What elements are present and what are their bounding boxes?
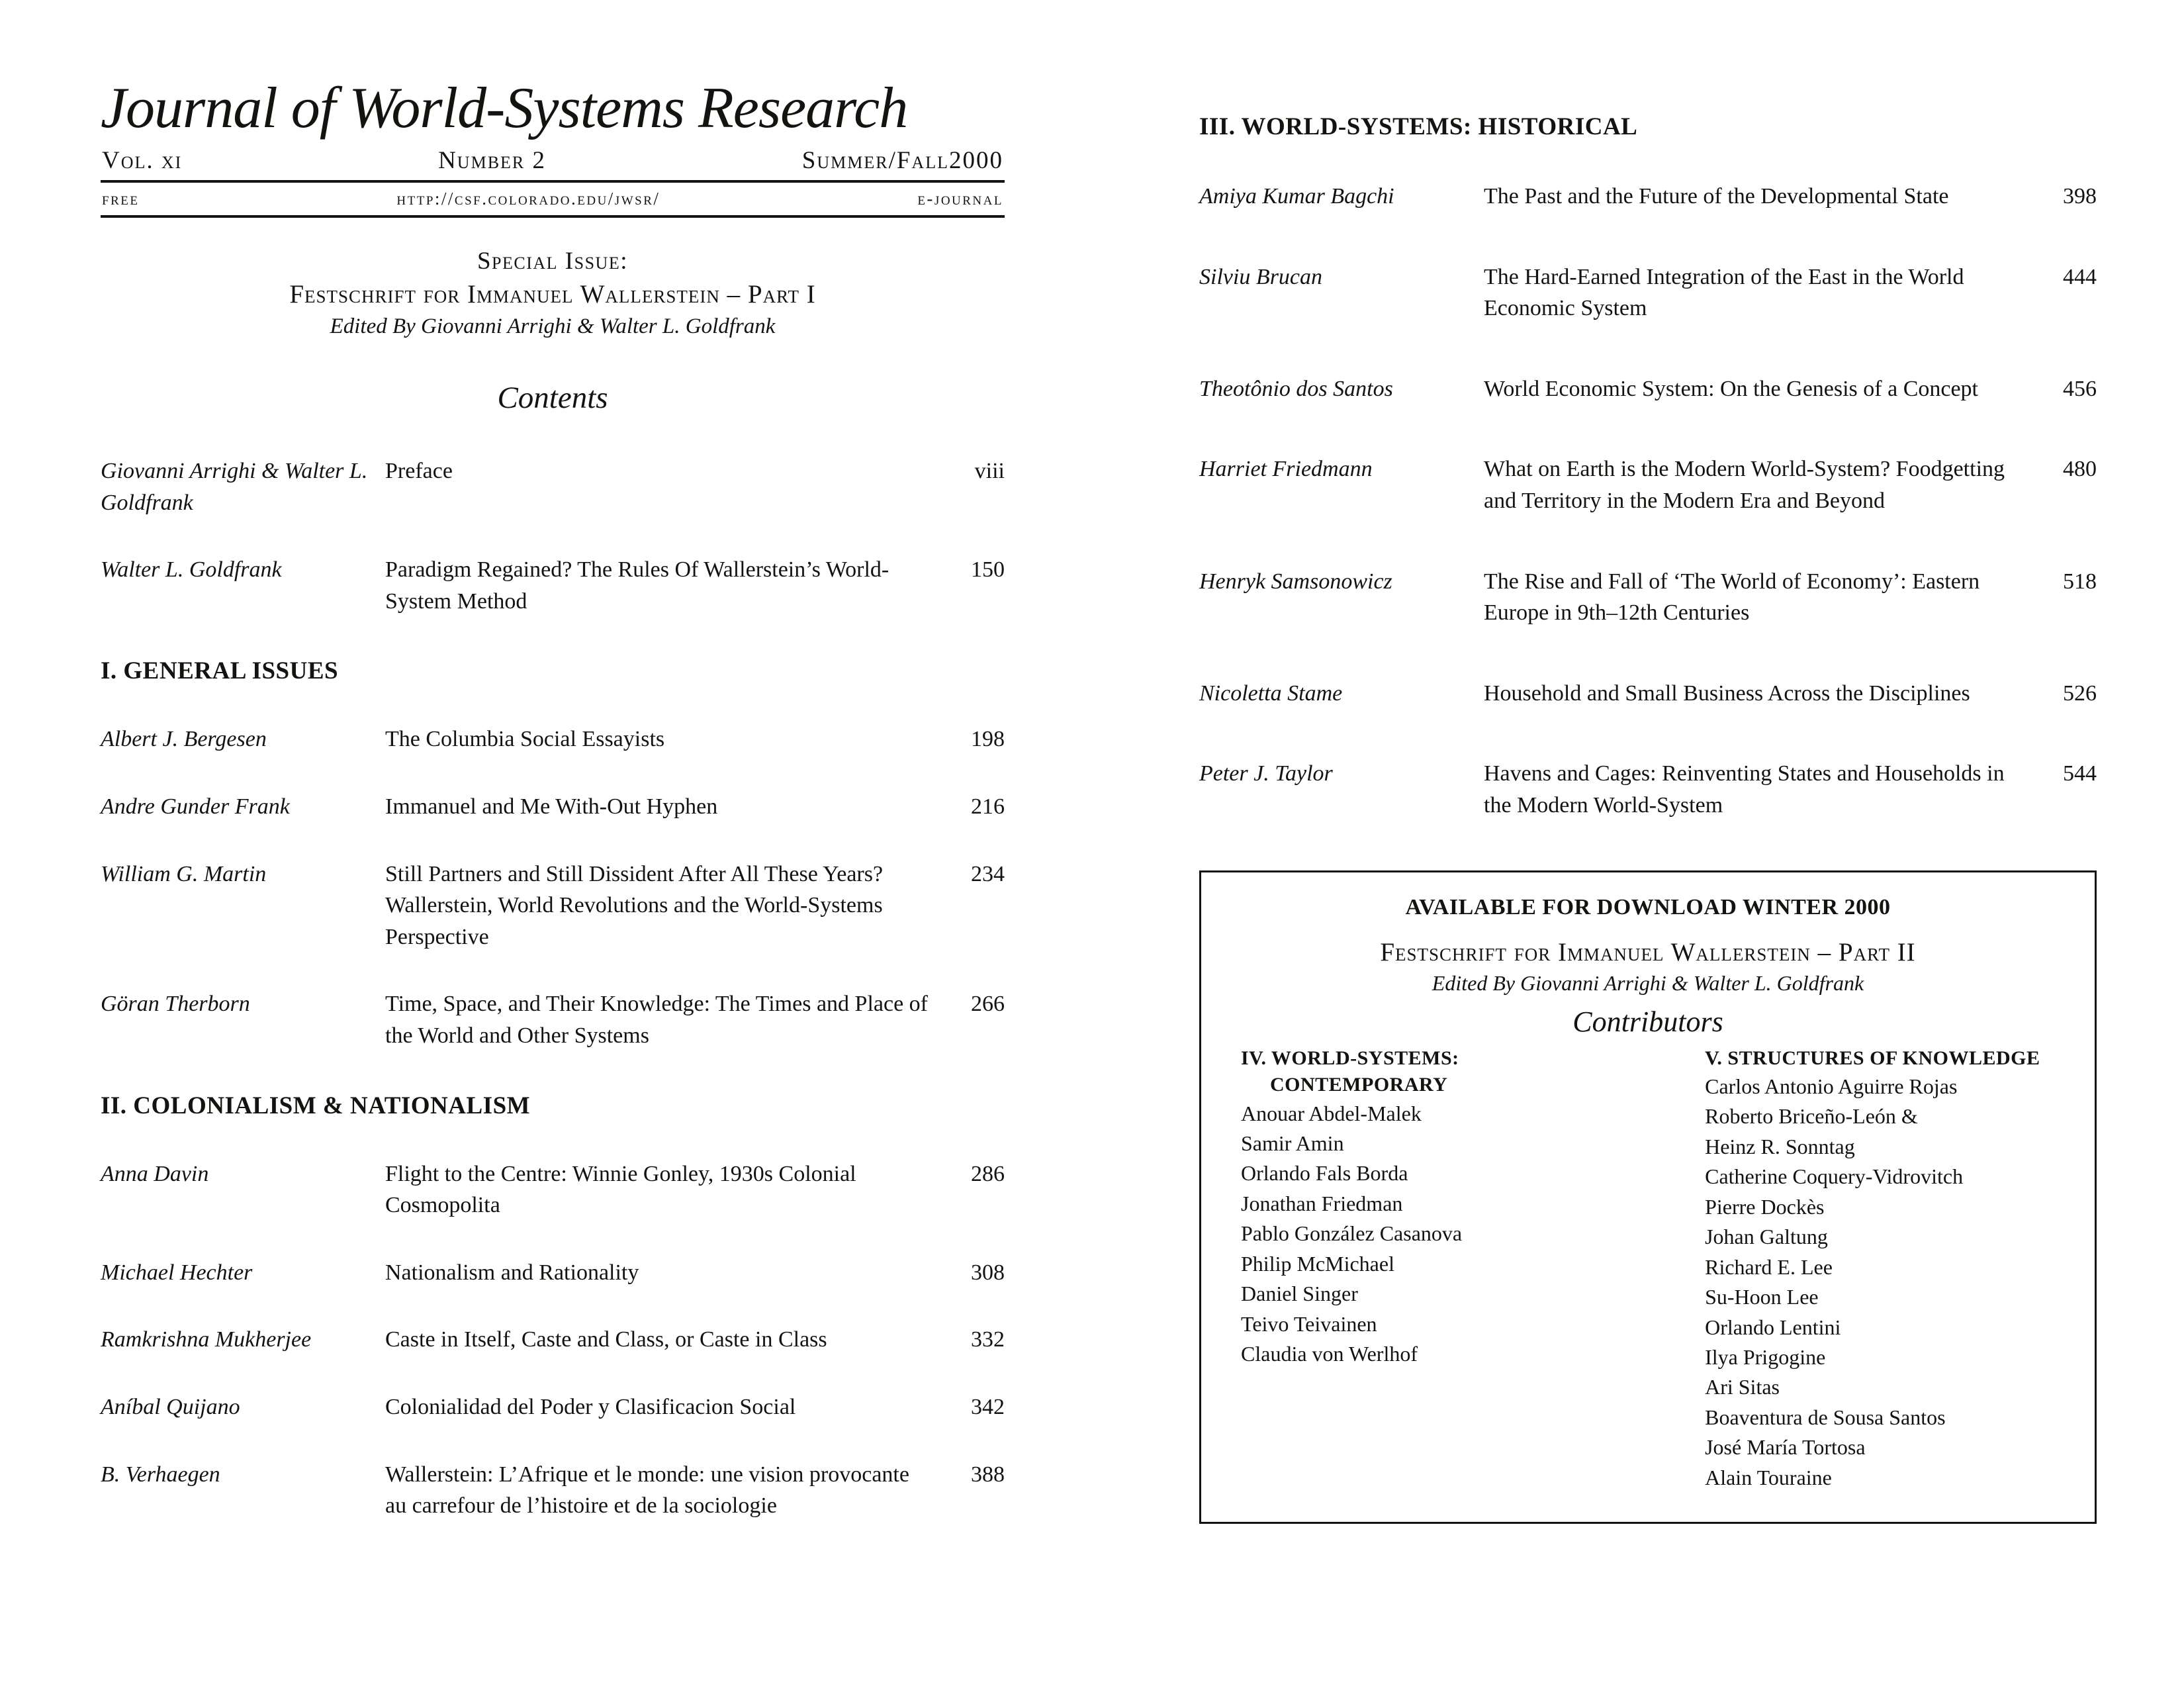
toc-author: Albert J. Bergesen <box>101 727 267 752</box>
contributor-name: Orlando Fals Borda <box>1241 1161 1408 1186</box>
contributor-name: Daniel Singer <box>1241 1282 1358 1306</box>
toc-author: Michael Hechter <box>101 1260 253 1285</box>
right-column <box>1199 113 2097 1524</box>
contributor-name: Philip McMichael <box>1241 1251 1394 1276</box>
toc-entry <box>1199 678 2097 710</box>
toc-title: Flight to the Centre: Winnie Gonley, 1930s Colonial Cosmopolita <box>385 1161 856 1218</box>
toc-title: Havens and Cages: Reinventing States and Households in the Modern World-System <box>1484 761 2005 818</box>
toc-entry <box>1199 758 2097 821</box>
contributor-name: Johan Galtung <box>1705 1225 1828 1249</box>
toc-title: Nationalism and Rationality <box>385 1260 639 1285</box>
toc-entry <box>101 1391 1005 1423</box>
toc-page: 398 <box>2063 184 2097 209</box>
volume-label: Vol. xi <box>102 147 183 175</box>
contributor-name: Alain Touraine <box>1705 1465 1832 1489</box>
toc-author: Silviu Brucan <box>1199 264 1323 289</box>
toc-author: Anna Davin <box>101 1161 209 1186</box>
toc-title: The Past and the Future of the Developmental State <box>1484 184 1949 209</box>
toc-title: Colonialidad del Poder y Clasificacion Social <box>385 1394 796 1419</box>
toc-author: Nicoletta Stame <box>1199 680 1343 706</box>
toc-page: 286 <box>971 1161 1005 1186</box>
special-issue-editors: Edited By Giovanni Arrighi & Walter L. Goldfrank <box>330 314 776 339</box>
toc-title: Household and Small Business Across the Disciplines <box>1484 680 1970 706</box>
download-announcement-box <box>1199 870 2097 1524</box>
toc-entry <box>101 554 1005 617</box>
toc-author: Harriet Friedmann <box>1199 457 1373 482</box>
toc-title: Preface <box>385 459 453 484</box>
special-issue-block <box>101 247 1005 339</box>
toc-entry <box>101 859 1005 953</box>
toc-page: 544 <box>2063 761 2097 786</box>
toc-page: 216 <box>971 794 1005 819</box>
toc-entry <box>1199 453 2097 516</box>
contributor-name: Samir Amin <box>1241 1131 1344 1155</box>
contributor-name: Roberto Briceño-León & <box>1705 1104 1918 1129</box>
toc-author: William G. Martin <box>101 861 267 886</box>
toc-title: What on Earth is the Modern World-System? Foodgetting and Territory in the Modern Era and Beyond <box>1484 457 2005 513</box>
contributor-name: Catherine Coquery-Vidrovitch <box>1705 1164 1964 1189</box>
toc-page: 198 <box>971 727 1005 752</box>
contributor-name: Richard E. Lee <box>1705 1254 1833 1279</box>
toc-author: Amiya Kumar Bagchi <box>1199 184 1394 209</box>
toc-page: 266 <box>971 992 1005 1017</box>
toc-page: 480 <box>2063 457 2097 482</box>
toc-entry <box>101 791 1005 823</box>
special-issue-label: Special Issue: <box>477 248 628 275</box>
issue-number-label: Number 2 <box>438 147 547 175</box>
toc-title: Immanuel and Me With-Out Hyphen <box>385 794 718 819</box>
toc-page: 308 <box>971 1260 1005 1285</box>
toc-entry <box>101 1257 1005 1289</box>
toc-entry <box>101 1459 1005 1522</box>
toc-entry <box>1199 261 2097 324</box>
contributor-name: Pierre Dockès <box>1705 1194 1825 1219</box>
season-label: Summer/Fall2000 <box>801 147 1003 175</box>
masthead-access-row <box>101 183 1005 218</box>
contents-heading: Contents <box>497 381 608 416</box>
toc-page: viii <box>974 459 1005 484</box>
contributor-name: Jonathan Friedman <box>1241 1191 1403 1215</box>
contributor-name: Claudia von Werlhof <box>1241 1342 1418 1366</box>
toc-entry <box>1199 566 2097 629</box>
section-heading-colonialism-nationalism: II. COLONIALISM & NATIONALISM <box>101 1092 531 1119</box>
contributor-name: Carlos Antonio Aguirre Rojas <box>1705 1074 1958 1099</box>
contributors-columns <box>1237 1045 2059 1493</box>
toc-page: 444 <box>2063 264 2097 289</box>
download-box-heading: AVAILABLE FOR DOWNLOAD WINTER 2000 <box>1405 894 1891 919</box>
toc-entry <box>101 1158 1005 1221</box>
column-iv-heading-line1: IV. WORLD-SYSTEMS: <box>1241 1047 1459 1069</box>
column-v-heading: V. STRUCTURES OF KNOWLEDGE <box>1705 1047 2040 1069</box>
toc-author: Walter L. Goldfrank <box>101 557 282 583</box>
download-box-title: Festschrift for Immanuel Wallerstein – Part II <box>1380 937 1916 966</box>
toc-author: Peter J. Taylor <box>1199 761 1333 786</box>
journal-title: Journal of World-Systems Research <box>101 76 908 140</box>
contributor-name: Ilya Prigogine <box>1705 1344 1826 1369</box>
download-box-editors: Edited By Giovanni Arrighi & Walter L. Goldfrank <box>1432 970 1864 995</box>
toc-title: World Economic System: On the Genesis of a Concept <box>1484 376 1979 401</box>
toc-title: The Columbia Social Essayists <box>385 727 665 752</box>
toc-page: 456 <box>2063 376 2097 401</box>
toc-title: Caste in Itself, Caste and Class, or Caste in Class <box>385 1327 827 1352</box>
contributors-heading: Contributors <box>1572 1005 1723 1038</box>
toc-author: Aníbal Quijano <box>101 1394 240 1419</box>
toc-entry <box>101 988 1005 1051</box>
toc-entry-preface <box>101 455 1005 518</box>
toc-page: 388 <box>971 1462 1005 1487</box>
masthead-info-row <box>101 146 1005 183</box>
contributor-name: Heinz R. Sonntag <box>1705 1134 1855 1158</box>
contributor-name: Su-Hoon Lee <box>1705 1285 1819 1309</box>
contributor-name: Anouar Abdel-Malek <box>1241 1101 1422 1125</box>
toc-title: Wallerstein: L’Afrique et le monde: une vision provocante au carrefour de l’histoire et de la sociologie <box>385 1462 909 1519</box>
journal-url: http://csf.colorado.edu/jwsr/ <box>396 189 660 209</box>
toc-author: Giovanni Arrighi & Walter L. Goldfrank <box>101 459 368 515</box>
toc-author: Henryk Samsonowicz <box>1199 569 1392 594</box>
contributor-name: Pablo González Casanova <box>1241 1221 1463 1246</box>
column-iv-heading-line2: CONTEMPORARY <box>1270 1074 1448 1096</box>
toc-page: 518 <box>2063 569 2097 594</box>
toc-author: Theotônio dos Santos <box>1199 376 1393 401</box>
toc-author: Ramkrishna Mukherjee <box>101 1327 312 1352</box>
toc-title: Paradigm Regained? The Rules Of Wallerstein’s World-System Method <box>385 557 889 614</box>
toc-page: 234 <box>971 861 1005 886</box>
toc-title: Time, Space, and Their Knowledge: The Times and Place of the World and Other Systems <box>385 992 928 1048</box>
toc-page: 342 <box>971 1394 1005 1419</box>
special-issue-title: Festschrift for Immanuel Wallerstein – Part I <box>289 280 816 309</box>
toc-author: Göran Therborn <box>101 992 250 1017</box>
toc-author: Andre Gunder Frank <box>101 794 290 819</box>
toc-title: Still Partners and Still Dissident After All These Years? Wallerstein, World Revolutions and the World-Systems Perspective <box>385 861 884 949</box>
toc-title: The Hard-Earned Integration of the East in the World Economic System <box>1484 264 1964 321</box>
section-heading-general-issues: I. GENERAL ISSUES <box>101 657 339 685</box>
contributors-column-contemporary <box>1241 1045 1705 1493</box>
ejournal-label: e-journal <box>917 189 1003 209</box>
toc-entry <box>101 1324 1005 1356</box>
contributor-name: Ari Sitas <box>1705 1375 1780 1399</box>
contributor-name: Boaventura de Sousa Santos <box>1705 1405 1946 1429</box>
contributor-name: Orlando Lentini <box>1705 1315 1841 1339</box>
toc-entry <box>1199 373 2097 405</box>
masthead <box>101 77 1005 218</box>
toc-entry <box>1199 181 2097 212</box>
column-iv-heading <box>1241 1045 1692 1099</box>
contributor-name: José María Tortosa <box>1705 1435 1866 1460</box>
contributors-column-structures-of-knowledge <box>1705 1045 2055 1493</box>
toc-page: 332 <box>971 1327 1005 1352</box>
toc-title: The Rise and Fall of ‘The World of Economy’: Eastern Europe in 9th–12th Centuries <box>1484 569 1980 626</box>
toc-page: 526 <box>2063 680 2097 706</box>
section-heading-world-systems-historical: III. WORLD-SYSTEMS: HISTORICAL <box>1199 113 1638 140</box>
free-label: free <box>102 189 140 209</box>
left-column <box>101 77 1005 1558</box>
contributor-name: Teivo Teivainen <box>1241 1311 1377 1336</box>
toc-author: B. Verhaegen <box>101 1462 220 1487</box>
toc-page: 150 <box>971 557 1005 583</box>
toc-entry <box>101 724 1005 755</box>
